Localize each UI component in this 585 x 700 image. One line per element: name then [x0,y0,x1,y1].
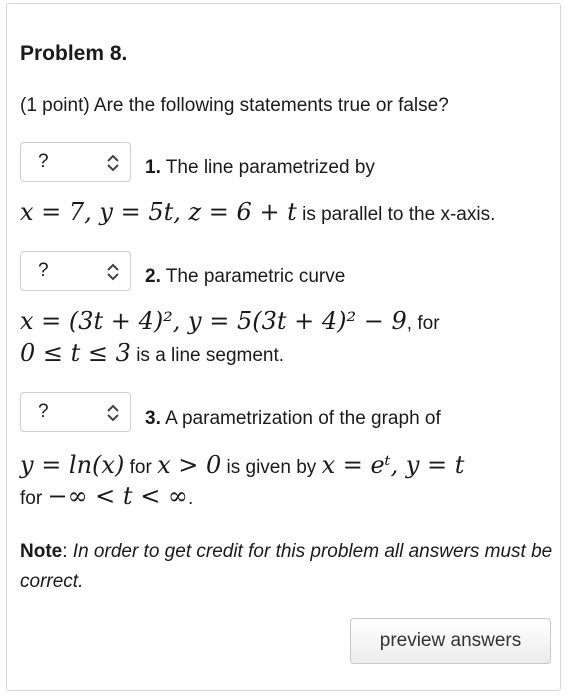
statement-3-text-2: is given by [221,457,322,478]
problem-card [6,3,561,691]
statement-2-math-2: 0 ≤ t ≤ 3 [20,339,131,367]
note-separator: : [62,541,73,562]
answer-select-1[interactable] [20,142,131,182]
statement-2-body-line-1 [20,306,440,339]
statement-3-text-3: for [20,488,48,509]
statement-1-math: x = 7, y = 5t, z = 6 + t [20,198,297,226]
chevron-up-down-icon [104,402,122,424]
problem-intro: (1 point) Are the following statements true or false? [20,95,449,116]
statement-1-body [20,197,495,230]
answer-select-2-value: ? [38,260,49,281]
statement-2-text-1: , for [406,313,440,334]
statement-1-number: 1. [145,157,161,178]
note-label: Note [20,541,63,562]
statement-2-header [145,264,345,290]
answer-select-3[interactable] [20,392,131,432]
statement-3-math-4: −∞ < t < ∞ [47,482,188,510]
statement-3-math-1: y = ln(x) [20,451,125,479]
answer-select-1-value: ? [38,151,49,172]
chevron-up-down-icon [104,152,122,174]
statement-2-header-text: The parametric curve [160,266,346,287]
statement-1-header [145,155,375,181]
statement-3-math-2: x > 0 [157,451,222,479]
note-paragraph [20,537,560,597]
statement-1-text: is parallel to the x-axis. [296,204,496,225]
note-text: In order to get credit for this problem all answers must be correct. [20,541,553,592]
statement-3-text-1: for [124,457,158,478]
statement-2-number: 2. [145,266,161,287]
statement-3-header [145,406,441,432]
statement-3-body-line-1 [20,450,464,483]
statement-1-header-text: The line parametrized by [160,157,375,178]
answer-select-2[interactable] [20,251,131,291]
statement-3-text-4: . [187,488,194,509]
statement-2-math-1: x = (3t + 4)², y = 5(3t + 4)² − 9 [20,307,407,335]
preview-answers-button[interactable]: preview answers [350,618,551,664]
statement-3-body-line-2 [20,481,193,514]
chevron-up-down-icon [104,261,122,283]
statement-2-text-2: is a line segment. [130,345,285,366]
problem-title: Problem 8. [20,42,128,65]
statement-3-number: 3. [145,408,161,429]
statement-2-body-line-2 [20,338,284,371]
statement-3-header-text: A parametrization of the graph of [160,408,441,429]
statement-3-math-3: x = eᵗ, y = t [321,451,465,479]
answer-select-3-value: ? [38,401,49,422]
